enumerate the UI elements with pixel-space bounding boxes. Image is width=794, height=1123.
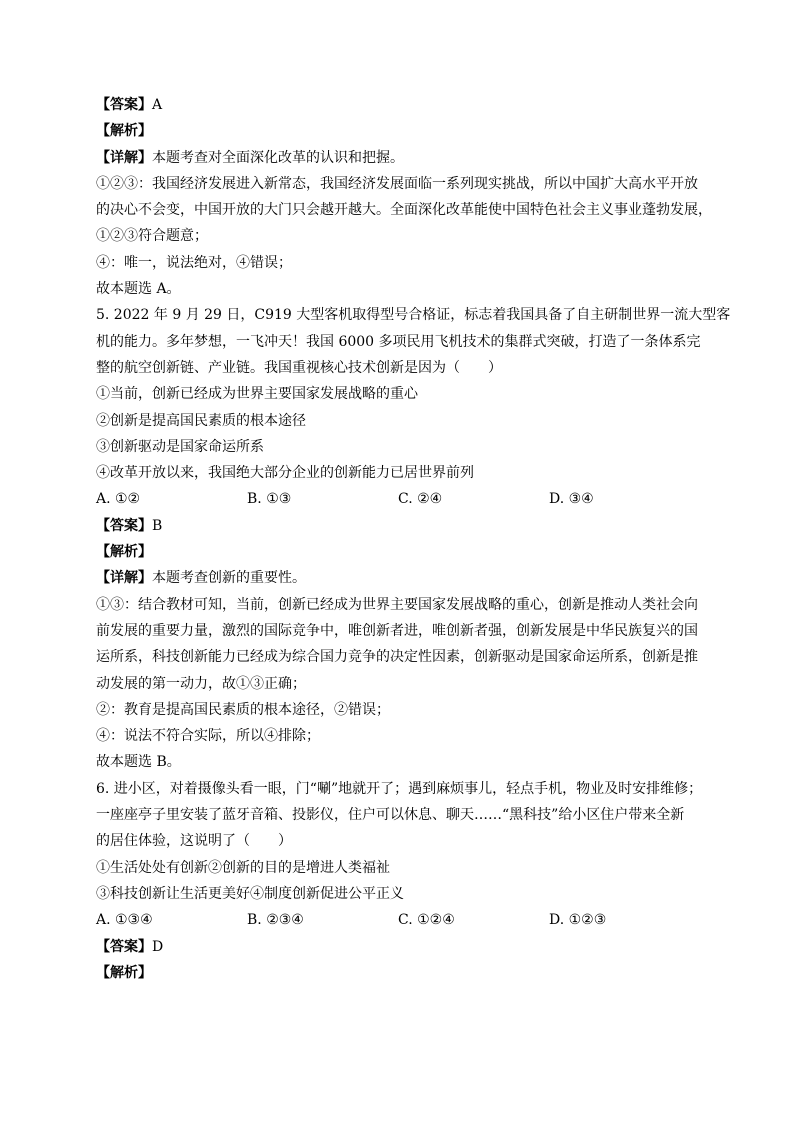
detail-tag: 【详解】 [96, 149, 152, 166]
q5-answer [96, 513, 700, 539]
document-content [96, 92, 731, 986]
q5-choices [96, 486, 700, 512]
q5-explanation-line: ④：说法不符合实际，所以④排除； [96, 728, 320, 745]
choice-a: A. ①③④ [96, 912, 153, 929]
q6-analysis-tag [96, 960, 700, 986]
choice-c: C. ①②④ [398, 912, 455, 929]
q4-explanation-line: ④：唯一，说法绝对，④错误； [96, 254, 292, 271]
q6-stem-line: 6. 进小区，对着摄像头看一眼，门“唰”地就开了；遇到麻烦事儿，轻点手机，物业及时安排维修； [96, 780, 703, 797]
q5-stem-line: 整的航空创新链、产业链。我国重视核心技术创新是因为（ ） [96, 359, 502, 376]
q5-explanation-line: 前发展的重要力量，激烈的国际竞争中，唯创新者进，唯创新者强，创新发展是中华民族复兴的国 [96, 622, 698, 639]
q4-conclusion: 故本题选 A。 [96, 281, 181, 298]
q5-stem-line: 5. 2022 年 9 月 29 日，C919 大型客机取得型号合格证，标志着我国具备了自主研制世界一流大型客 [96, 307, 731, 324]
analysis-tag: 【解析】 [96, 544, 152, 561]
answer-tag: 【答案】 [96, 97, 152, 113]
q4-detail [96, 145, 700, 171]
q5-explanation-line: ②：教育是提高国民素质的根本途径，②错误； [96, 701, 390, 718]
q5-explanation-line: ①③：结合教材可知，当前，创新已经成为世界主要国家发展战略的重心，创新是推动人类社会向 [96, 596, 698, 613]
choice-a: A. ①② [96, 491, 141, 508]
q4-analysis-tag [96, 118, 700, 144]
q5-analysis-tag [96, 539, 700, 565]
choice-c: C. ②④ [398, 491, 443, 508]
choice-d: D. ③④ [549, 491, 594, 508]
q6-answer [96, 934, 700, 960]
analysis-tag: 【解析】 [96, 123, 152, 140]
q4-explanation-line: 的决心不会变，中国开放的大门只会越开越大。全面深化改革能使中国特色社会主义事业蓬勃发展， [96, 202, 712, 219]
detail-text: 本题考查对全面深化改革的认识和把握。 [152, 149, 404, 166]
choice-b: B. ②③④ [247, 912, 304, 929]
q5-explanation-line: 运所系，科技创新能力已经成为综合国力竞争的决定性因素，创新驱动是国家命运所系，创新是推 [96, 649, 698, 666]
q6-stem-line: 一座座亭子里安装了蓝牙音箱、投影仪，住户可以休息、聊天……“黑科技”给小区住户带来全新 [96, 807, 685, 824]
answer-value: B [152, 517, 163, 534]
detail-text: 本题考查创新的重要性。 [152, 570, 306, 587]
q4-explanation-line: ①②③：我国经济发展进入新常态，我国经济发展面临一系列现实挑战，所以中国扩大高水平开放 [96, 175, 698, 192]
q4-answer [96, 92, 700, 118]
q5-conclusion: 故本题选 B。 [96, 754, 181, 771]
choice-b: B. ①③ [247, 491, 292, 508]
q5-explanation-line: 动发展的第一动力，故①③正确； [96, 675, 306, 692]
q4-explanation-line: ①②③符合题意； [96, 228, 208, 245]
q5-stem-line: 机的能力。多年梦想，一飞冲天！我国 6000 多项民用飞机技术的集群式突破，打造了一条体系完 [96, 333, 701, 350]
detail-tag: 【详解】 [96, 570, 152, 587]
q6-choices [96, 907, 700, 933]
answer-value: A [152, 97, 163, 113]
choice-d: D. ①②③ [549, 912, 607, 929]
q5-option: ②创新是提高国民素质的根本途径 [96, 412, 306, 429]
q5-option: ④改革开放以来，我国绝大部分企业的创新能力已居世界前列 [96, 465, 474, 482]
answer-tag: 【答案】 [96, 517, 152, 534]
q6-option: ①生活处处有创新②创新的目的是增进人类福祉 [96, 859, 390, 876]
q5-option: ①当前，创新已经成为世界主要国家发展战略的重心 [96, 386, 418, 403]
q6-option: ③科技创新让生活更美好④制度创新促进公平正义 [96, 885, 404, 902]
q6-stem-line: 的居住体验，这说明了（ ） [96, 833, 292, 850]
answer-tag: 【答案】 [96, 938, 152, 955]
q5-option: ③创新驱动是国家命运所系 [96, 438, 264, 455]
q5-detail [96, 565, 700, 591]
answer-value: D [152, 938, 164, 955]
analysis-tag: 【解析】 [96, 964, 152, 981]
